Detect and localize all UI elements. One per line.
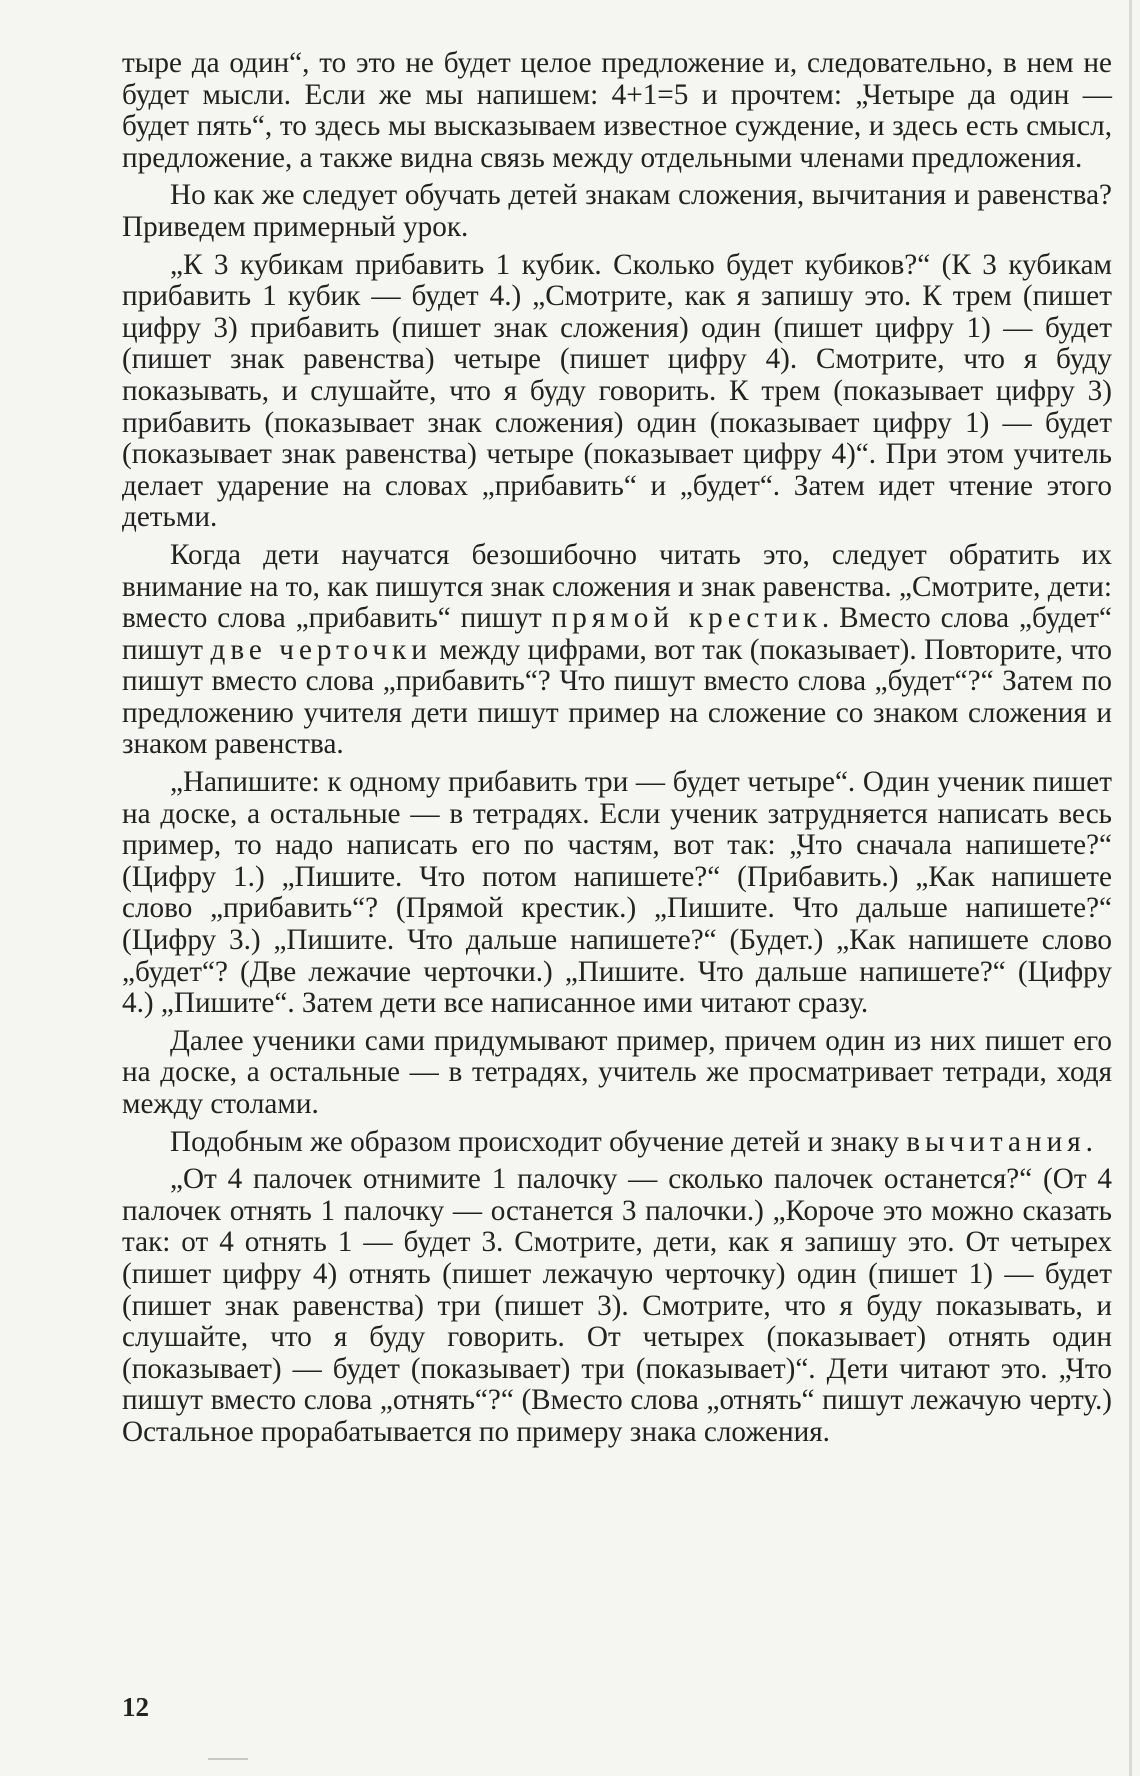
text-run: . Вместо слова „будет“ пишут — [122, 602, 1112, 666]
paragraph: „Напишите: к одному прибавить три — будет четыре“. Один ученик пишет на доске, а остальные — в тетрадях. Если ученик затрудняется написать весь пример, то надо написать его по частям, вот так: „Что сначала напишете?“ (Цифру 1.) „Пишите. Что потом напишете?“ (Прибавить.) „Как напишете слово „прибавить“? (Прямой крестик.) „Пишите. Что дальше напишете?“ (Цифру 3.) „Пишите. Что дальше напишете?“ (Будет.) „Как напишете слово „будет“? (Две лежачие черточки.) „Пишите. Что дальше напишете?“ (Цифру 4.) „Пишите“. Затем дети все написанное ими читают сразу. — [122, 766, 1112, 1020]
emphasis-text: вычитания — [906, 1125, 1086, 1158]
text-run: Когда дети научатся безошибочно читать это, следует обратить их внимание на то, как пишутся знак сложения и знак равенства. „Смотрите, дети: вместо слова „прибавить“ пишут — [122, 538, 1113, 635]
paragraph: Далее ученики сами придумывают пример, причем один из них пишет его на доске, а остальные — в тетрадях, учитель же просматривает тетради, ходя между столами. — [122, 1024, 1112, 1120]
text-run: между цифрами, вот так (показывает). Повторите, что пишут вместо слова „прибавить“? Что пишут вместо слова „будет“?“ Затем по предложению учителя дети пишут пример на сложение со знаком сложения и знаком равенства. — [122, 633, 1112, 761]
text-run: Подобным же образом происходит обучение детей и знаку — [170, 1125, 907, 1158]
paragraph: тыре да один“, то это не будет целое предложение и, следовательно, в нем не будет мысли. Если же мы напишем: 4+1=5 и прочтем: „Четыре да один — будет пять“, то здесь мы высказываем известное суждение, и здесь есть смысл, предложение, а также видна связь между отдельными членами предложения. — [122, 47, 1112, 174]
paragraph: „К 3 кубикам прибавить 1 кубик. Сколько будет кубиков?“ (К 3 кубикам прибавить 1 кубик — будет 4.) „Смотрите, как я запишу это. К трем (пишет цифру 3) прибавить (пишет знак сложения) один (пишет цифру 1) — будет (пишет знак равенства) четыре (пишет цифру 4). Смотрите, что я буду показывать, и слушайте, что я буду говорить. К трем (показывает цифру 3) прибавить (показывает знак сложения) один (показывает цифру 1) — будет (показывает знак равенства) четыре (показывает цифру 4)“. При этом учитель делает ударение на словах „прибавить“ и „будет“. Затем идет чтение этого детьми. — [122, 248, 1112, 534]
emphasis-text: прямой крестик — [551, 602, 822, 635]
body-text — [122, 48, 1112, 1455]
paragraph — [122, 1127, 1112, 1159]
scan-mark — [208, 1758, 248, 1760]
text-run: . — [1085, 1125, 1093, 1158]
paragraph: „От 4 палочек отнимите 1 палочку — сколько палочек останется?“ (От 4 палочек отнять 1 палочку — останется 3 палочки.) „Короче это можно сказать так: от 4 отнять 1 — будет 3. Смотрите, дети, как я запишу это. От четырех (пишет цифру 4) отнять (пишет лежачую черточку) один (пишет 1) — будет (пишет знак равенства) три (пишет 3). Смотрите, что я буду показывать, и слушайте, что я буду говорить. От четырех (показывает) отнять один (показывает) — будет (показывает) три (показывает)“. Дети читают это. „Что пишут вместо слова „отнять“?“ (Вместо слова „отнять“ пишут лежачую черту.) Остальное прорабатывается по примеру знака сложения. — [122, 1163, 1112, 1448]
page-edge — [1129, 0, 1132, 1776]
emphasis-text: две черточки — [210, 633, 432, 666]
page-number: 12 — [122, 1692, 149, 1722]
paragraph: Но как же следует обучать детей знакам сложения, вычитания и равенства? Приведем примерный урок. — [122, 179, 1112, 243]
paragraph — [122, 540, 1112, 761]
